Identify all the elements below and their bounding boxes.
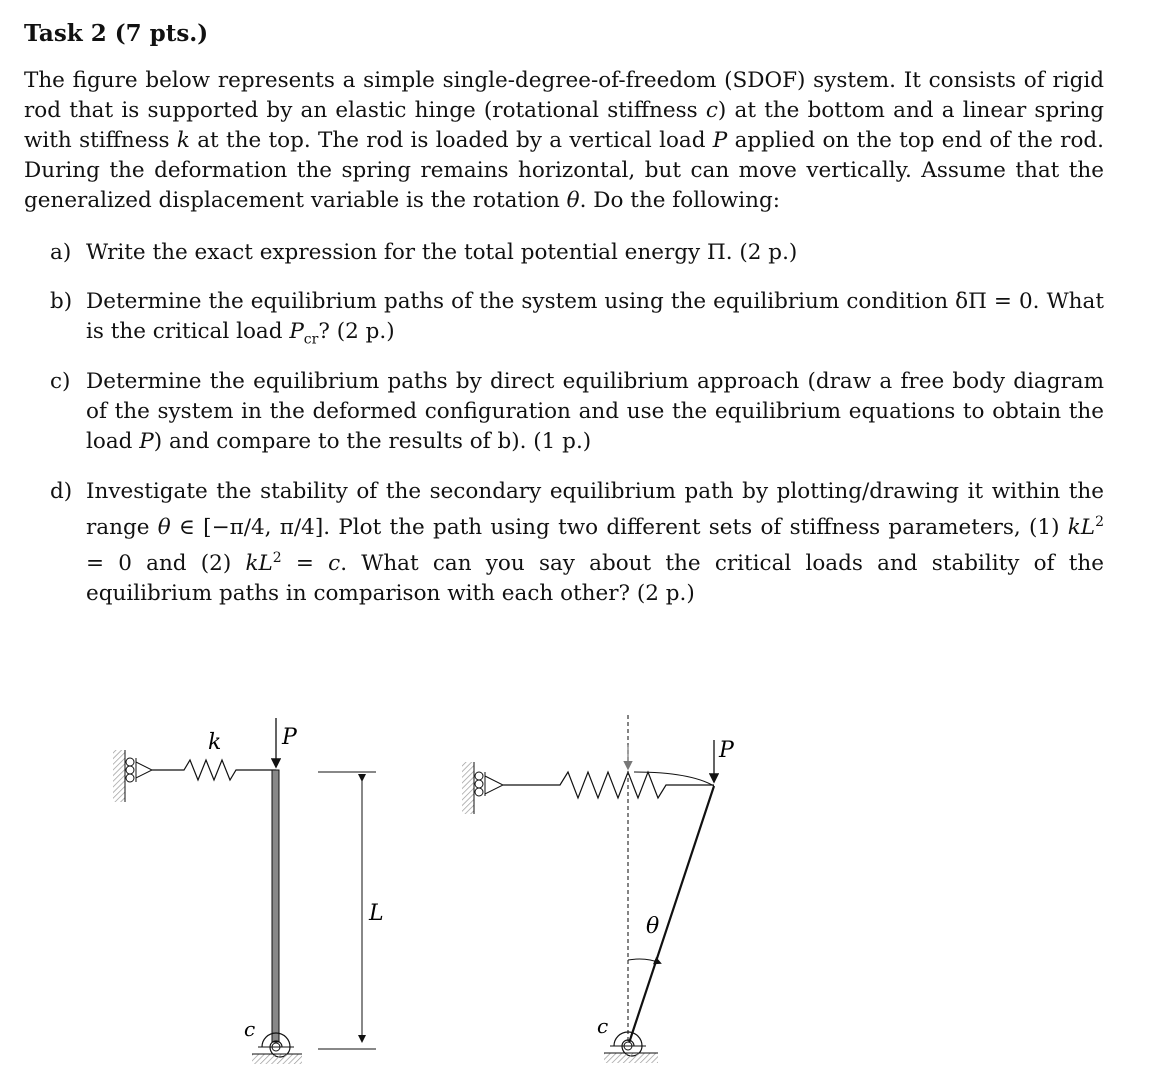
label-k: k bbox=[208, 730, 222, 755]
right-wall-support bbox=[462, 762, 474, 814]
top-path-arc bbox=[634, 772, 714, 786]
label-theta: θ bbox=[646, 914, 660, 939]
spring-k bbox=[152, 760, 276, 780]
left-wall-support bbox=[113, 750, 125, 802]
deformed-system bbox=[462, 715, 735, 1063]
intro-paragraph: The figure below represents a simple single-degree-of-freedom (SDOF) system. It consists of rigid rod that is supported by an elastic hinge (rotational stiffness c) at the bottom and a linear spring with stiffness k at the top. The rod is loaded by a vertical load P applied on the top end of the rod. During the deformation the spring remains horizontal, but can move vertically. Assume that the generalized displacement variable is the rotation θ. Do the following: bbox=[24, 68, 1104, 213]
roller-support-icon bbox=[126, 758, 152, 782]
item-a: a) Write the exact expression for the total potential energy Π. (2 p.) bbox=[50, 240, 798, 265]
label-c-deformed: c bbox=[597, 1014, 609, 1038]
roller-support-icon bbox=[475, 772, 503, 796]
dimension-L bbox=[318, 772, 376, 1049]
label-L: L bbox=[369, 901, 384, 926]
undeformed-system bbox=[113, 718, 384, 1064]
item-c: c) Determine the equilibrium paths by direct equilibrium approach (draw a free body diagram of the system in the deformed configuration and use the equilibrium equations to obtain the load P) and compare to the results of b). (1 p.) bbox=[50, 369, 1104, 454]
label-P-deformed: P bbox=[719, 738, 734, 763]
item-b: b) Determine the equilibrium paths of the system using the equilibrium condition δΠ = 0. What is the critical load $P_{cr}$? (2 p.) bbox=[50, 289, 1104, 348]
label-c: c bbox=[244, 1017, 256, 1041]
task-title: Task 2 (7 pts.) bbox=[24, 20, 209, 47]
label-P: P bbox=[282, 725, 297, 750]
item-d: d) Investigate the stability of the secondary equilibrium path by plotting/drawing it within the range θ ∈ [−π/4, π/4]. Plot the path using two different sets of stiffness parameters, (1) $kL^2 = 0$ and (2) $kL^2 = c$. What can you say about the critical loads and stability of the equilibrium paths in comparison with each other? (2 p.) bbox=[50, 479, 1104, 607]
sdof-figure bbox=[0, 600, 1170, 1083]
deformed-rod bbox=[628, 786, 714, 1046]
rigid-rod bbox=[272, 770, 279, 1042]
